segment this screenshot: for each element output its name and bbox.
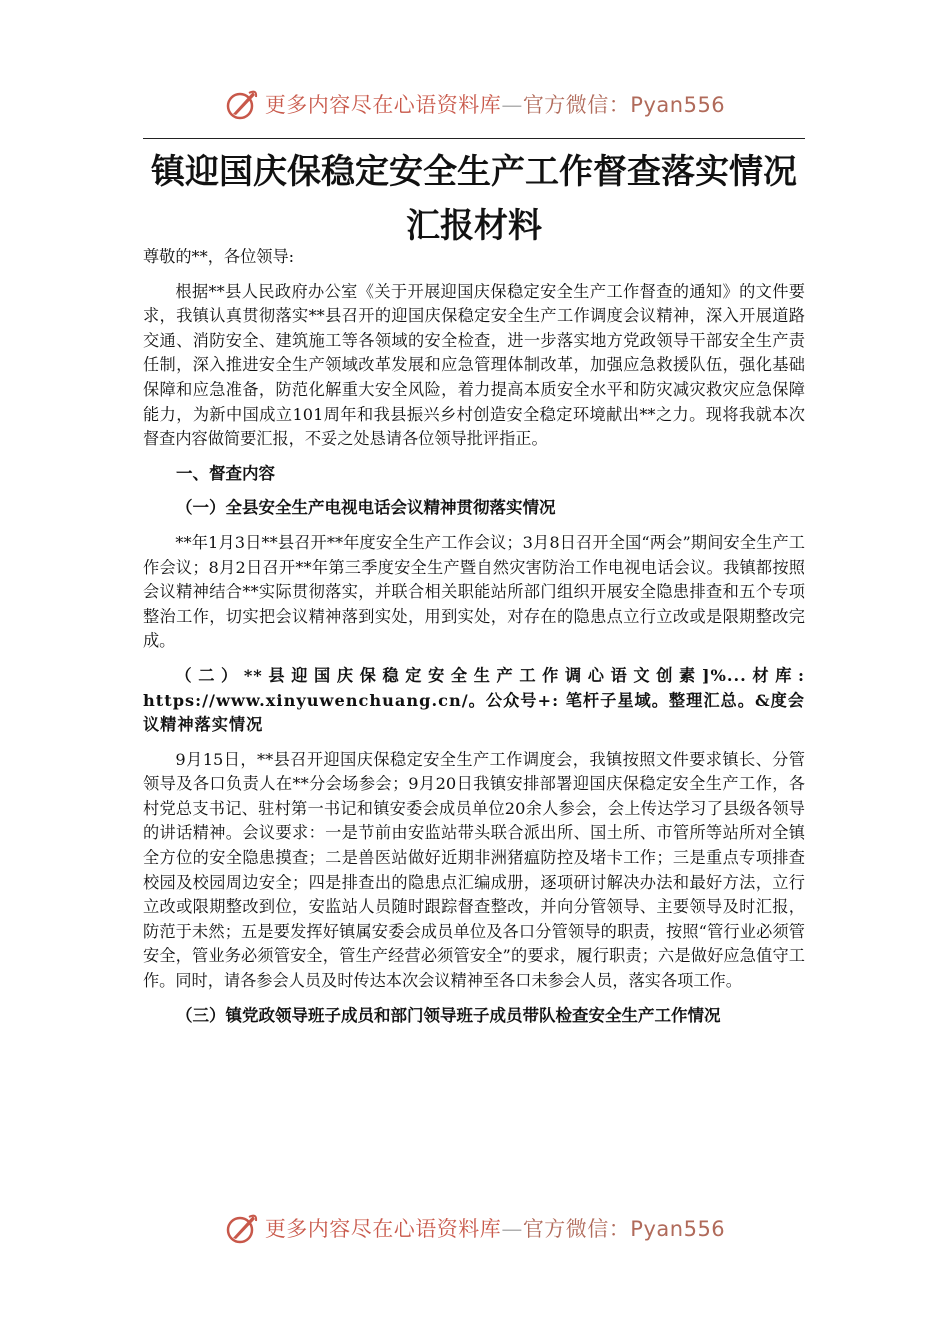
banner-dash: —	[501, 1217, 523, 1241]
banner-dash: —	[501, 93, 523, 117]
subsection-heading-2: （二）**县迎国庆保稳定安全生产工作调心语文创素]%...材库: https://www.xinyuwenchuang.cn/。公众号+: 笔杆子星域。整理汇总。&度会议精神落实情况	[143, 665, 805, 735]
banner-wechat-text: 官方微信：Pyan556	[522, 1217, 726, 1241]
subsection-heading-3: （三）镇党政领导班子成员和部门领导班子成员带队检查安全生产工作情况	[176, 1005, 721, 1025]
banner-main-text: 更多内容尽在心语资料库	[264, 93, 502, 117]
intro-paragraph: 根据**县人民政府办公室《关于开展迎国庆保稳定安全生产工作督查的通知》的文件要求，我镇认真贯彻落实**县召开的迎国庆保稳定安全生产工作调度会议精神，深入开展道路交通、消防安全、建筑施工等各领域的安全检查，进一步落实地方党政领导干部安全生产责任制，深入推进安全生产领域改革发展和应急管理体制改革，加强应急救援队伍，强化基础保障和应急准备，防范化解重大安全风险，着力提高本质安全水平和防灾减灾救灾应急保障能力，为新中国成立101周年和我县振兴乡村创造安全稳定环境献出**之力。现将我就本次督查内容做简要汇报，不妥之处恳请各位领导批评指正。	[143, 281, 805, 449]
quill-logo-icon	[225, 1211, 259, 1245]
document-body	[143, 245, 805, 1028]
banner-main-text: 更多内容尽在心语资料库	[264, 1217, 502, 1241]
section-heading-1: 一、督查内容	[176, 463, 275, 483]
subsection-heading-1: （一）全县安全生产电视电话会议精神贯彻落实情况	[176, 498, 556, 518]
paragraph-2: 9月15日，**县召开迎国庆保稳定安全生产工作调度会，我镇按照文件要求镇长、分管领导及各口负责人在**分会场参会；9月20日我镇安排部署迎国庆保稳定安全生产工作，各村党总支书记、驻村第一书记和镇安委会成员单位20余人参会，会上传达学习了县级各领导的讲话精神。会议要求：一是节前由安监站带头联合派出所、国土所、市管所等站所对全镇全方位的安全隐患摸查；二是兽医站做好近期非洲猪瘟防控及堵卡工作；三是重点专项排查校园及校园周边安全；四是排查出的隐患点汇编成册，逐项研讨解决办法和最好方法，立行立改或限期整改到位，安监站人员随时跟踪督查整改，并向分管领导、主要领导及时汇报，防范于未然；五是要发挥好镇属安委会成员单位及各口分管领导的职责，按照“管行业必须管安全，管业务必须管安全，管生产经营必须管安全”的要求，履行职责；六是做好应急值守工作。同时，请各参会人员及时传达本次会议精神至各口未参会人员，落实各项工作。	[143, 749, 805, 991]
footer-watermark-banner	[0, 1208, 950, 1248]
banner-wechat-text: 官方微信：Pyan556	[522, 93, 726, 117]
quill-logo-icon	[225, 87, 259, 121]
header-rule	[143, 138, 805, 139]
salutation: 尊敬的**，各位领导:	[143, 247, 295, 266]
header-watermark-banner	[0, 84, 950, 124]
document-title: 镇迎国庆保稳定安全生产工作督查落实情况汇报材料	[151, 152, 797, 246]
paragraph-1: **年1月3日**县召开**年度安全生产工作会议；3月8日召开全国“两会”期间安全生产工作会议；8月2日召开**年第三季度安全生产暨自然灾害防治工作电视电话会议。我镇都按照会议精神结合**实际贯彻落实，并联合相关职能站所部门组织开展安全隐患排查和五个专项整治工作，切实把会议精神落到实处，用到实处，对存在的隐患点立行立改或是限期整改完成。	[143, 532, 805, 651]
